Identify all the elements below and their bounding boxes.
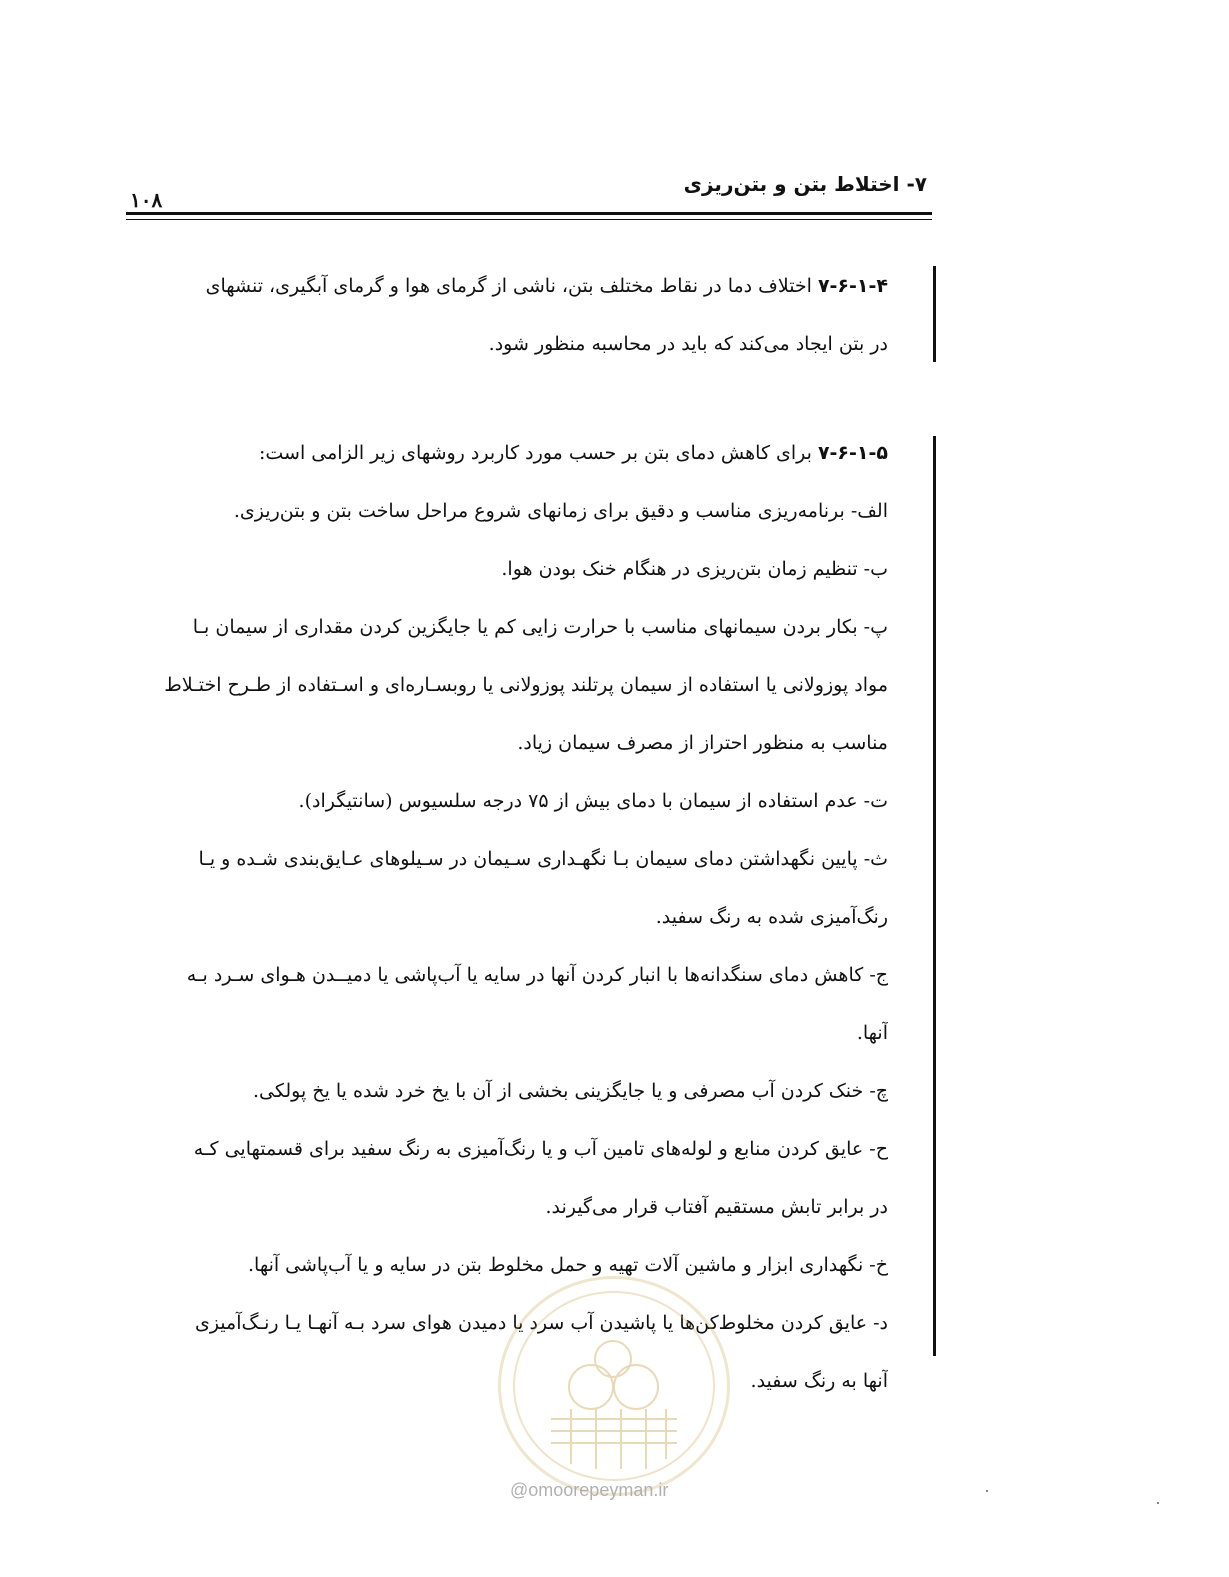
- chapter-title: ۷- اختلاط بتن و بتن‌ریزی: [683, 172, 927, 196]
- list-item-pe: پ- بکار بردن سیمانهای مناسب با حرارت زایی کم یا جایگزین کردن مقداری از سیمان بـا: [192, 616, 888, 638]
- header-rule-thick: [126, 212, 932, 215]
- scan-speck: [1157, 1502, 1159, 1504]
- list-item-se: ث- پایین نگهداشتن دمای سیمان بـا نگهـداری سـیمان در سـیلوهای عـایق‌بندی شـده و یـا: [198, 848, 888, 870]
- paragraph-line: ۷-۶-۱-۴اختلاف دما در نقاط مختلف بتن، ناشی از گرمای هوا و گرمای آبگیری، تنشهای: [205, 275, 888, 297]
- change-bar-section-2: [933, 436, 936, 1356]
- list-item-pe-cont: مناسب به منظور احتراز از مصرف سیمان زیاد.: [517, 732, 888, 754]
- list-item-pe-cont: مواد پوزولانی یا استفاده از سیمان پرتلند پوزولانی یا روبسـاره‌ای و اسـتفاده از طـرح اختـلاط: [164, 674, 888, 696]
- list-item-alef: الف- برنامه‌ریزی مناسب و دقیق برای زمانهای شروع مراحل ساخت بتن و بتن‌ریزی.: [233, 500, 888, 522]
- section-number: ۷-۶-۱-۵: [817, 442, 888, 464]
- list-item-jim: ج- کاهش دمای سنگدانه‌ها با انبار کردن آنها در سایه یا آب‌پاشی یا دمیــدن هـوای سـرد بـه: [186, 964, 888, 986]
- list-item-jim-cont: آنها.: [856, 1022, 888, 1044]
- list-item-be: ب- تنظیم زمان بتن‌ریزی در هنگام خنک بودن هوا.: [501, 558, 888, 580]
- list-item-se-cont: رنگ‌آمیزی شده به رنگ سفید.: [655, 906, 888, 928]
- watermark-url: @omoorepeyman.ir: [510, 1480, 669, 1500]
- watermark-seal-icon: [498, 1276, 730, 1496]
- scan-speck: [986, 1490, 988, 1492]
- list-item-dal: د- عایق کردن مخلوط‌کن‌ها یا پاشیدن آب سرد یا دمیدن هوای سرد بـه آنهـا یـا رنـگ‌آمیزی: [194, 1312, 888, 1334]
- header-rule-thin: [126, 219, 932, 220]
- page-number: ۱۰۸: [130, 188, 163, 212]
- list-item-dal-cont: آنها به رنگ سفید.: [750, 1370, 888, 1392]
- paragraph-line: در بتن ایجاد می‌کند که باید در محاسبه منظور شود.: [488, 333, 888, 355]
- section-7-6-1-5: [124, 424, 888, 1410]
- list-item-he-cont: در برابر تابش مستقیم آفتاب قرار می‌گیرند.: [545, 1196, 888, 1218]
- list-item-khe: خ- نگهداری ابزار و ماشین آلات تهیه و حمل مخلوط بتن در سایه و یا آب‌پاشی آنها.: [247, 1254, 888, 1276]
- change-bar-section-1: [933, 266, 936, 362]
- section-7-6-1-4: [124, 257, 888, 373]
- list-item-he: ح- عایق کردن منابع و لوله‌های تامین آب و یا رنگ‌آمیزی به رنگ سفید برای قسمتهایی کـه: [193, 1138, 888, 1160]
- list-item-che: چ- خنک کردن آب مصرفی و یا جایگزینی بخشی از آن با یخ خرد شده یا یخ پولکی.: [253, 1080, 888, 1102]
- paragraph-line: ۷-۶-۱-۵برای کاهش دمای بتن بر حسب مورد کاربرد روشهای زیر الزامی است:: [259, 442, 888, 464]
- section-number: ۷-۶-۱-۴: [817, 275, 888, 297]
- list-item-te: ت- عدم استفاده از سیمان با دمای بیش از ۷۵ درجه سلسیوس (سانتیگراد).: [298, 790, 888, 812]
